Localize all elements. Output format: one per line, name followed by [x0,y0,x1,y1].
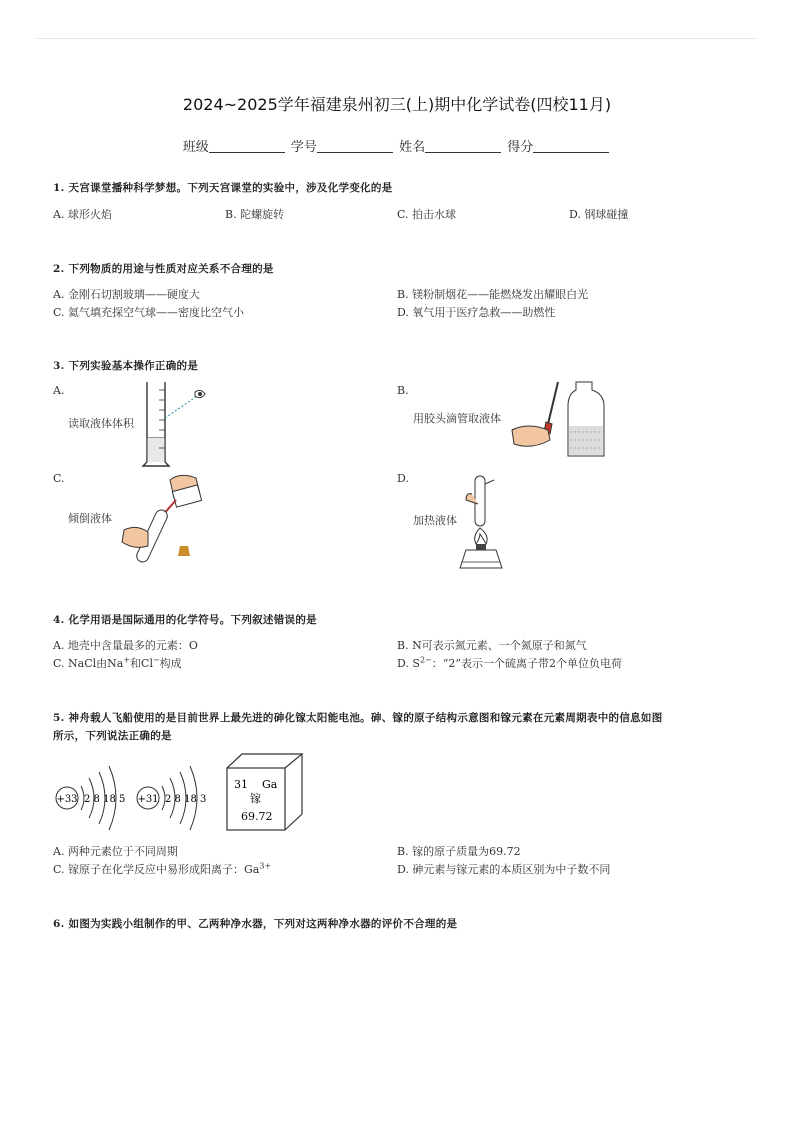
question-3-stem: 3. 下列实验基本操作正确的是 [53,360,199,372]
q3-option-a[interactable]: A. [53,384,65,397]
gallium-atom-diagram [136,762,216,834]
q1-option-c[interactable]: C. 拍击水球 [397,208,457,221]
q4c-sup-2: − [152,655,160,665]
q4-option-d[interactable] [397,655,622,671]
cylinder-reading-figure [135,378,215,470]
q5c-text: C. 镓原子在化学反应中易形成阳离子：Ga [53,863,260,876]
q3c-caption: 倾倒液体 [68,512,112,525]
heating-figure [458,470,518,576]
q3d-caption: 加热液体 [413,514,457,527]
score-field[interactable] [533,140,609,153]
question-5-stem-line1: 5. 神舟载人飞船使用的是目前世界上最先进的砷化镓太阳能电池。砷、镓的原子结构示意图和镓元素在元素周期表中的信息如图 [53,712,663,724]
arsenic-shells: 2 8 18 5 [84,794,126,805]
q2-option-b[interactable]: B. 镁粉制烟花——能燃烧发出耀眼白光 [397,288,589,301]
dropper-figure [508,378,608,460]
q3-option-d[interactable]: D. [397,472,409,485]
question-5-stem-line2: 所示，下列说法正确的是 [53,730,172,742]
q5-option-d[interactable]: D. 砷元素与镓元素的本质区别为中子数不同 [397,863,611,876]
arsenic-nucleus: +33 [56,794,78,805]
q3-option-c[interactable]: C. [53,472,65,485]
gallium-nucleus: +31 [137,794,159,805]
q5-option-b[interactable]: B. 镓的原子质量为69.72 [397,845,521,858]
q4c-text-1: C. NaCl由Na [53,657,124,670]
number-field[interactable] [317,140,393,153]
q2-option-d[interactable]: D. 氧气用于医疗急救——助燃性 [397,306,556,319]
q2-option-c[interactable]: C. 氦气填充探空气球——密度比空气小 [53,306,245,319]
q1-option-a[interactable]: A. 球形火焰 [53,208,112,221]
q2-option-a[interactable]: A. 金刚石切割玻璃——硬度大 [53,288,200,301]
element-name: 镓 [250,792,261,805]
name-label: 姓名 [399,140,426,155]
q4c-text-2: 和Cl [130,657,153,670]
q4d-sup: 2− [419,655,432,665]
element-mass: 69.72 [241,810,273,823]
q3b-caption: 用胶头滴管取液体 [413,412,501,425]
arsenic-atom-diagram [55,762,135,834]
q4-option-a[interactable]: A. 地壳中含量最多的元素：O [53,639,198,652]
gallium-element-cell [226,752,304,832]
class-label: 班级 [182,140,209,155]
name-field[interactable] [425,140,501,153]
q4-option-b[interactable]: B. N可表示氮元素、一个氮原子和氮气 [397,639,587,652]
q4-option-c[interactable] [53,655,182,671]
student-info-line [0,136,794,155]
gallium-shells: 2 8 18 3 [165,794,207,805]
q5-option-a[interactable]: A. 两种元素位于不同周期 [53,845,178,858]
q4c-sup-1: + [123,655,131,665]
question-6-stem: 6. 如图为实践小组制作的甲、乙两种净水器，下列对这两种净水器的评价不合理的是 [53,918,458,930]
pouring-figure [118,470,218,570]
q4c-text-3: 构成 [159,657,182,670]
q5-option-c[interactable] [53,861,271,877]
number-label: 学号 [290,140,317,155]
score-label: 得分 [507,140,534,155]
q3-option-b[interactable]: B. [397,384,409,397]
q1-option-d[interactable]: D. 钢球碰撞 [569,208,629,221]
class-field[interactable] [209,140,285,153]
header-rule [36,38,758,39]
question-1-stem: 1. 天宫课堂播种科学梦想。下列天宫课堂的实验中，涉及化学变化的是 [53,182,393,194]
q1-option-b[interactable]: B. 陀螺旋转 [225,208,285,221]
page-title: 2024~2025学年福建泉州初三(上)期中化学试卷(四校11月) [182,95,612,114]
q3a-caption: 读取液体体积 [68,417,134,430]
element-number: 31 [234,778,248,791]
q4d-text-2: ：“2”表示一个硫离子带2个单位负电荷 [431,657,623,670]
element-symbol: Ga [262,778,278,791]
question-2-stem: 2. 下列物质的用途与性质对应关系不合理的是 [53,263,274,275]
q5c-sup: 3+ [259,861,272,871]
q4d-text-1: D. S [397,657,420,670]
question-4-stem: 4. 化学用语是国际通用的化学符号。下列叙述错误的是 [53,614,317,626]
